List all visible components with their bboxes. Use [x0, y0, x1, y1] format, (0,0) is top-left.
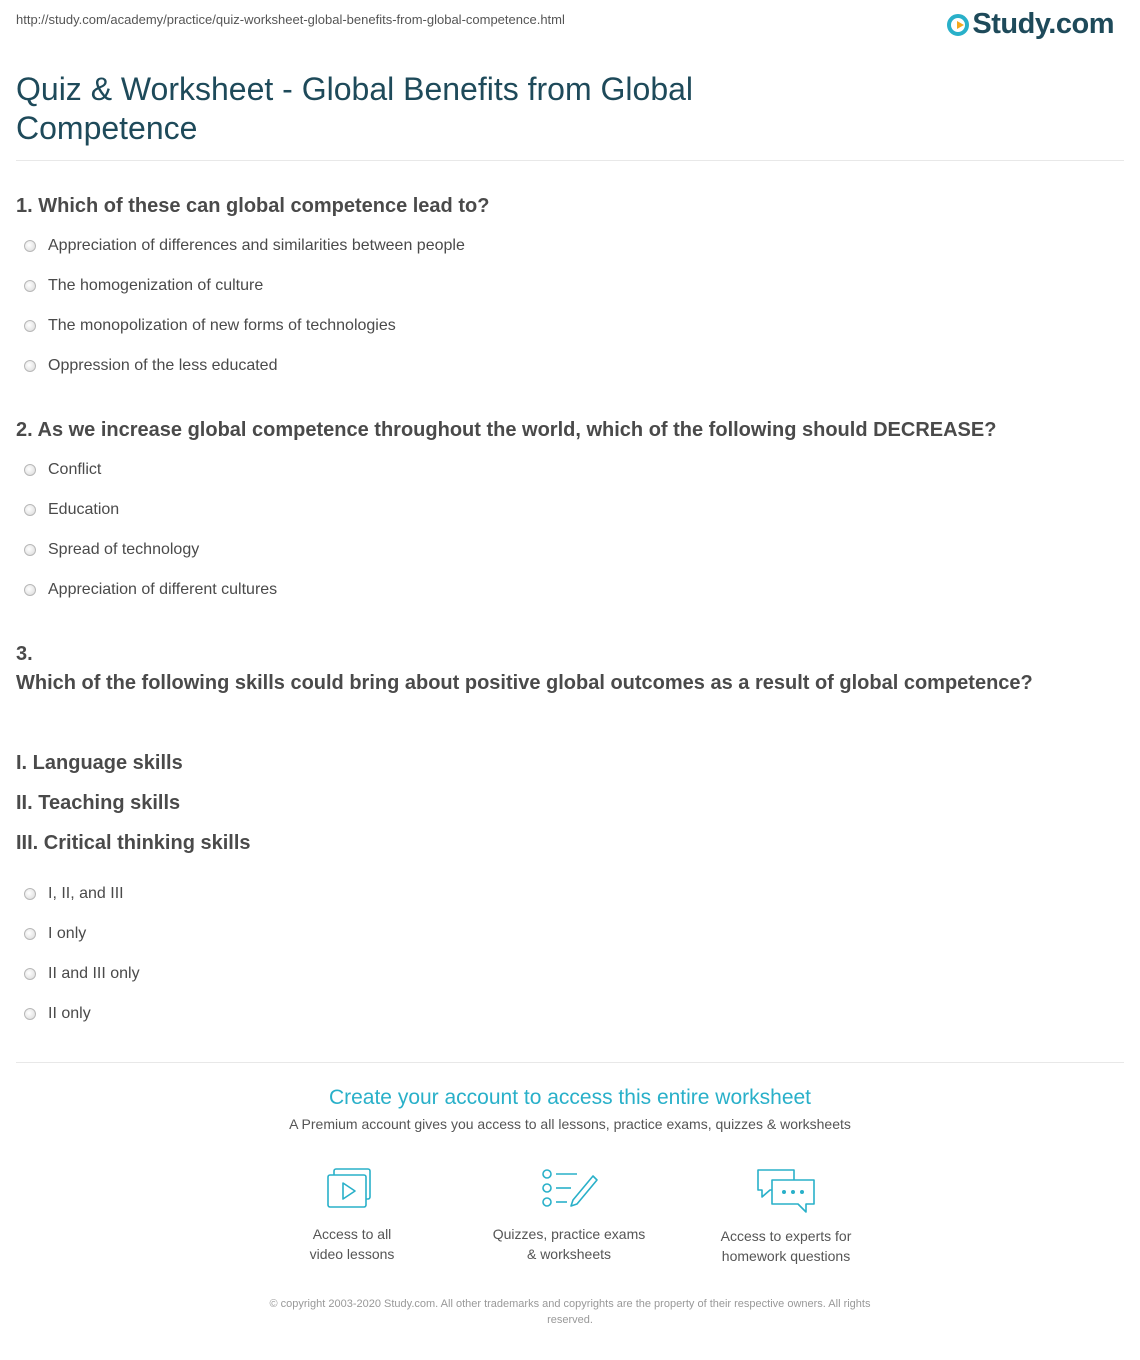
radio-button[interactable] [24, 968, 36, 980]
radio-button[interactable] [24, 240, 36, 252]
feature-experts [686, 1166, 886, 1266]
option-label: II and III only [48, 965, 140, 982]
cta-create-account-link[interactable]: Create your account to access this entire worksheet [328, 1086, 812, 1109]
question-1-option-4[interactable] [24, 357, 277, 375]
option-label: The homogenization of culture [48, 277, 264, 294]
option-label: II only [48, 1005, 91, 1022]
logo-text: Study.com [972, 8, 1114, 40]
question-3-statement-1: I. Language skills [16, 752, 183, 774]
question-1-option-3[interactable] [24, 317, 396, 335]
cta-subtitle: A Premium account gives you access to all lessons, practice exams, quizzes & worksheets [289, 1116, 851, 1132]
question-1-option-2[interactable] [24, 277, 263, 295]
option-label: The monopolization of new forms of technologies [48, 317, 396, 334]
question-2-option-1[interactable] [24, 461, 101, 479]
option-label: Conflict [48, 461, 102, 478]
feature-label-line2: video lessons [309, 1246, 395, 1262]
feature-label-line1: Access to experts for [720, 1228, 852, 1244]
option-label: I, II, and III [48, 885, 124, 902]
feature-video-lessons [252, 1166, 452, 1264]
radio-button[interactable] [24, 544, 36, 556]
radio-button[interactable] [24, 1008, 36, 1020]
divider [16, 1062, 1124, 1063]
feature-label-line1: Quizzes, practice exams [492, 1226, 646, 1242]
question-1-prompt: 1. Which of these can global competence lead to? [16, 195, 490, 217]
feature-label-line2: homework questions [721, 1248, 851, 1264]
question-3-statement-2: II. Teaching skills [16, 792, 181, 814]
question-3-number: 3. [16, 643, 33, 665]
question-3-prompt: Which of the following skills could bring about positive global outcomes as a result of global competence? [16, 672, 1033, 694]
chat-bubbles-icon [754, 1166, 818, 1216]
radio-button[interactable] [24, 464, 36, 476]
page-url: http://study.com/academy/practice/quiz-worksheet-global-benefits-from-global-competence.html [16, 12, 565, 27]
feature-label-line1: Access to all [312, 1226, 392, 1242]
question-3-option-4[interactable] [24, 1005, 91, 1023]
radio-button[interactable] [24, 928, 36, 940]
option-label: Education [48, 501, 120, 518]
page-title: Quiz & Worksheet - Global Benefits from Global Competence [16, 71, 694, 146]
question-3-option-3[interactable] [24, 965, 140, 983]
option-label: I only [48, 925, 87, 942]
option-label: Oppression of the less educated [48, 357, 278, 374]
radio-button[interactable] [24, 504, 36, 516]
question-1-option-1[interactable] [24, 237, 465, 255]
question-3-option-2[interactable] [24, 925, 86, 943]
radio-button[interactable] [24, 360, 36, 372]
option-label: Spread of technology [48, 541, 200, 558]
footer-line1: © copyright 2003-2020 Study.com. All other trademarks and copyrights are the property of their respective owners. All rights [269, 1298, 871, 1310]
question-2-option-4[interactable] [24, 581, 277, 599]
radio-button[interactable] [24, 320, 36, 332]
radio-button[interactable] [24, 280, 36, 292]
feature-quizzes [469, 1166, 669, 1264]
footer-line2: reserved. [547, 1314, 593, 1326]
radio-button[interactable] [24, 888, 36, 900]
quiz-checklist-icon [539, 1166, 599, 1214]
question-3-option-1[interactable] [24, 885, 124, 903]
copyright-footer [210, 1296, 930, 1328]
question-2-option-2[interactable] [24, 501, 119, 519]
question-3-statement-3: III. Critical thinking skills [16, 832, 251, 854]
question-2-prompt: 2. As we increase global competence throughout the world, which of the following should DECREASE? [16, 419, 997, 441]
divider [16, 160, 1124, 161]
question-2-option-3[interactable] [24, 541, 199, 559]
feature-label-line2: & worksheets [526, 1246, 612, 1262]
study-logo[interactable] [947, 8, 1114, 41]
option-label: Appreciation of different cultures [48, 581, 278, 598]
study-logo-icon [947, 14, 969, 36]
option-label: Appreciation of differences and similarities between people [48, 237, 465, 254]
video-lesson-icon [322, 1166, 382, 1214]
radio-button[interactable] [24, 584, 36, 596]
